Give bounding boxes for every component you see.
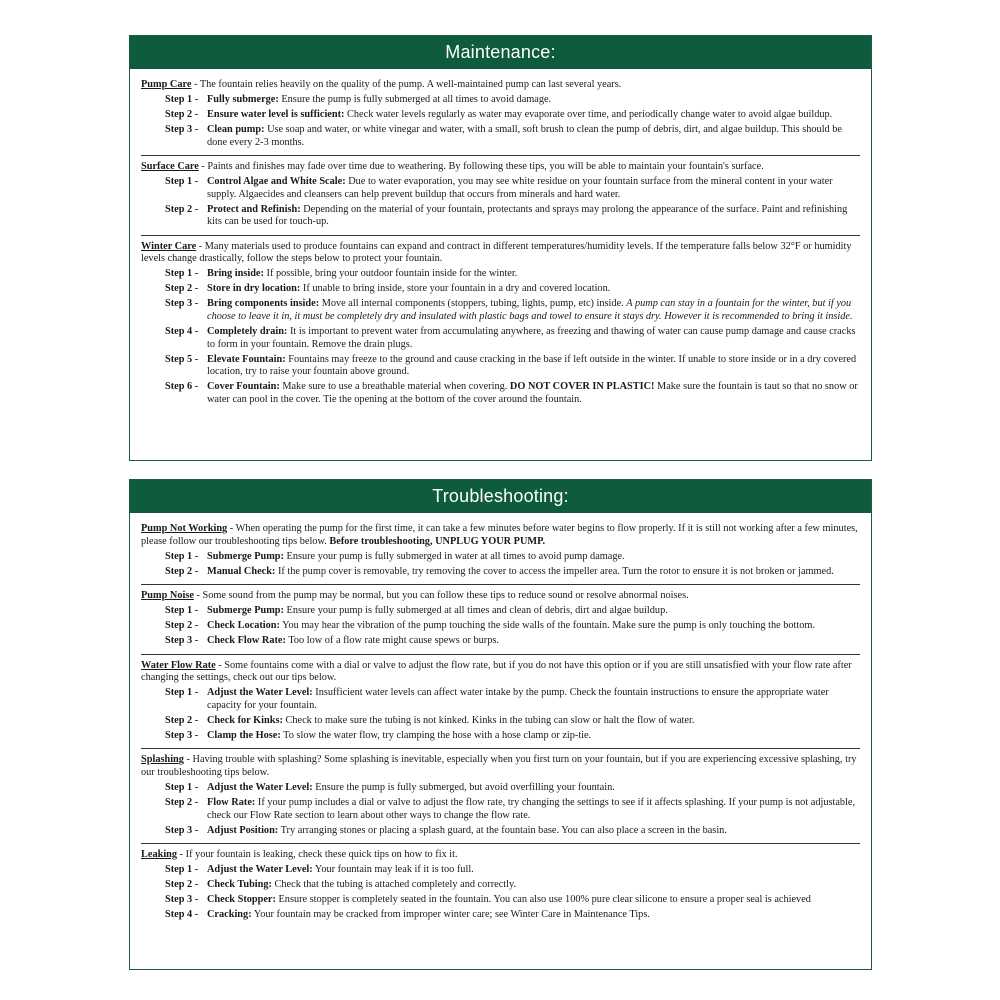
step-label: Check Location: bbox=[207, 620, 280, 632]
step-text bbox=[207, 124, 860, 149]
step-text bbox=[207, 605, 860, 618]
step-number: Step 1 - bbox=[165, 93, 199, 105]
step-text bbox=[207, 176, 860, 201]
section-title: Leaking bbox=[141, 849, 178, 861]
step-description: If your pump includes a dial or valve to adjust the flow rate, try changing the settings to see if it affects splashing. If your pump is not adjustable, check our Flow Rate section to learn about other ways to change the flow rate. bbox=[207, 797, 856, 821]
step-text bbox=[207, 551, 860, 564]
step-description: If the pump cover is removable, try removing the cover to access the impeller area. Turn the rotor to ensure it is not broken or jammed. bbox=[275, 565, 834, 577]
step-description: Your fountain may be cracked from improper winter care; see Winter Care in Maintenance Tips. bbox=[251, 909, 650, 921]
section-title: Pump Not Working bbox=[141, 523, 228, 534]
step-label: Adjust the Water Level: bbox=[207, 864, 313, 876]
step-number: Step 3 - bbox=[165, 635, 199, 647]
step-text bbox=[207, 566, 860, 579]
step-label: Adjust Position: bbox=[207, 824, 279, 836]
step-label: Bring inside: bbox=[207, 268, 264, 280]
step-description: Check water levels regularly as water may evaporate over time, and periodically change water to avoid algae buildup. bbox=[344, 108, 833, 120]
step-text bbox=[207, 864, 860, 877]
section-title: Surface Care bbox=[141, 161, 199, 173]
step-description: Ensure stopper is completely seated in the fountain. You can also use 100% pure clear silicone to ensure a proper seal is achieved bbox=[275, 894, 811, 906]
step-description: Move all internal components (stoppers, tubing, lights, pump, etc) inside. bbox=[319, 298, 627, 310]
step-item bbox=[141, 94, 860, 107]
step-item bbox=[141, 909, 860, 922]
step-text bbox=[207, 298, 860, 323]
maintenance-body bbox=[130, 69, 871, 406]
step-item bbox=[141, 268, 860, 281]
section-intro-warning: Before troubleshooting, UNPLUG YOUR PUMP. bbox=[329, 535, 546, 547]
step-text bbox=[207, 326, 860, 351]
maintenance-panel bbox=[129, 35, 872, 461]
troubleshooting-body bbox=[130, 513, 871, 922]
section-intro bbox=[141, 79, 860, 92]
step-label: Adjust the Water Level: bbox=[207, 687, 313, 699]
step-item bbox=[141, 879, 860, 892]
section-title: Winter Care bbox=[141, 240, 197, 252]
step-text bbox=[207, 635, 860, 648]
section-leaking bbox=[141, 843, 860, 922]
step-item bbox=[141, 204, 860, 229]
step-number: Step 2 - bbox=[165, 620, 199, 632]
step-number: Step 1 - bbox=[165, 687, 199, 699]
section-intro-text: - Some sound from the pump may be normal, but you can follow these tips to reduce sound or resolve abnormal noises. bbox=[193, 590, 689, 602]
section-intro-text: - Some fountains come with a dial or valve to adjust the flow rate, but if you do not have this option or if you are still unsatisfied with your flow rate after changing the settings, check out our tips below. bbox=[141, 659, 852, 684]
step-item bbox=[141, 797, 860, 822]
step-number: Step 3 - bbox=[165, 123, 199, 135]
step-text bbox=[207, 94, 860, 107]
step-label: Cover Fountain: bbox=[207, 381, 280, 393]
step-number: Step 2 - bbox=[165, 565, 199, 577]
maintenance-header: Maintenance: bbox=[130, 36, 871, 69]
step-text bbox=[207, 825, 860, 838]
step-item bbox=[141, 283, 860, 296]
step-number: Step 2 - bbox=[165, 879, 199, 891]
step-text bbox=[207, 283, 860, 296]
step-item bbox=[141, 124, 860, 149]
step-label: Cracking: bbox=[207, 909, 252, 921]
section-surface-care bbox=[141, 155, 860, 229]
step-item bbox=[141, 109, 860, 122]
step-number: Step 3 - bbox=[165, 729, 199, 741]
step-label: Adjust the Water Level: bbox=[207, 782, 313, 794]
step-warning: DO NOT COVER IN PLASTIC! bbox=[509, 381, 655, 393]
troubleshooting-panel bbox=[129, 479, 872, 970]
step-text bbox=[207, 909, 860, 922]
step-label: Ensure water level is sufficient: bbox=[207, 108, 345, 120]
section-intro bbox=[141, 590, 860, 603]
step-item bbox=[141, 635, 860, 648]
step-text bbox=[207, 730, 860, 743]
step-number: Step 2 - bbox=[165, 797, 199, 808]
step-number: Step 1 - bbox=[165, 864, 199, 876]
step-description-continued: Make sure the fountain is taut so that no snow or water can pool in the cover. Tie the opening at the bottom of the cover around the fountain. bbox=[207, 381, 858, 405]
step-description: It is important to prevent water from accumulating anywhere, as freezing and thawing of water can cause pump damage and cause cracks to form in your fountain. Remove the drain plugs. bbox=[207, 326, 856, 350]
step-label: Elevate Fountain: bbox=[207, 353, 286, 365]
step-description: Insufficient water levels can affect water intake by the pump. Check the fountain instructions to ensure the appropriate water capacity for your fountain. bbox=[207, 687, 829, 711]
section-winter-care bbox=[141, 235, 860, 406]
step-description: Fountains may freeze to the ground and cause cracking in the base if left outside in the winter. If unable to store inside or in a dry covered location, try to raise your fountain above ground. bbox=[207, 353, 857, 378]
step-description: If unable to bring inside, store your fountain in a dry and covered location. bbox=[300, 283, 611, 295]
step-description: Make sure to use a breathable material when covering. bbox=[279, 381, 510, 393]
step-text bbox=[207, 797, 860, 822]
step-item bbox=[141, 782, 860, 795]
section-title: Splashing bbox=[141, 754, 184, 766]
section-pump-not-working bbox=[141, 523, 860, 578]
step-number: Step 3 - bbox=[165, 824, 199, 836]
step-item bbox=[141, 354, 860, 379]
section-intro bbox=[141, 523, 860, 548]
section-intro bbox=[141, 754, 860, 779]
step-description: Too low of a flow rate might cause spews or burps. bbox=[285, 635, 499, 647]
step-label: Manual Check: bbox=[207, 565, 276, 577]
step-label: Control Algae and White Scale: bbox=[207, 176, 346, 188]
step-label: Bring components inside: bbox=[207, 298, 320, 310]
section-pump-care bbox=[141, 79, 860, 149]
step-number: Step 2 - bbox=[165, 203, 199, 215]
step-item bbox=[141, 605, 860, 618]
step-number: Step 4 - bbox=[165, 326, 199, 338]
step-text bbox=[207, 879, 860, 892]
step-description: You may hear the vibration of the pump touching the side walls of the fountain. Make sure the pump is only touching the bottom. bbox=[279, 620, 816, 632]
step-label: Clamp the Hose: bbox=[207, 729, 281, 741]
section-intro bbox=[141, 849, 860, 862]
step-item bbox=[141, 176, 860, 201]
section-intro bbox=[141, 241, 860, 266]
step-number: Step 3 - bbox=[165, 298, 199, 310]
step-number: Step 4 - bbox=[165, 909, 199, 921]
section-intro-text: - When operating the pump for the first time, it can take a few minutes before water begins to flow properly. If it is still not working after a few minutes, please follow our troubleshooting tips below. bbox=[141, 523, 858, 547]
step-text bbox=[207, 354, 860, 379]
section-intro-text: - If your fountain is leaking, check these quick tips on how to fix it. bbox=[177, 849, 458, 861]
step-number: Step 3 - bbox=[165, 894, 199, 906]
step-description: Check that the tubing is attached completely and correctly. bbox=[271, 879, 517, 891]
section-title: Water Flow Rate bbox=[141, 659, 216, 671]
section-title: Pump Care bbox=[141, 79, 192, 90]
step-label: Completely drain: bbox=[207, 326, 288, 338]
step-description: Ensure your pump is fully submerged at all times and clean of debris, dirt and algae buildup. bbox=[283, 605, 668, 617]
section-intro-text: - Paints and finishes may fade over time due to weathering. By following these tips, you will be able to maintain your fountain's surface. bbox=[198, 161, 764, 173]
step-text bbox=[207, 715, 860, 728]
step-text bbox=[207, 687, 860, 712]
step-item bbox=[141, 715, 860, 728]
step-label: Flow Rate: bbox=[207, 797, 256, 808]
step-label: Submerge Pump: bbox=[207, 550, 284, 562]
step-description: To slow the water flow, try clamping the hose with a hose clamp or zip-tie. bbox=[280, 729, 592, 741]
step-item bbox=[141, 894, 860, 907]
step-label: Check for Kinks: bbox=[207, 714, 283, 726]
step-description: Ensure the pump is fully submerged, but avoid overfilling your fountain. bbox=[312, 782, 615, 794]
troubleshooting-header: Troubleshooting: bbox=[130, 480, 871, 513]
step-description: Ensure your pump is fully submerged in water at all times to avoid pump damage. bbox=[283, 550, 625, 562]
step-item bbox=[141, 381, 860, 406]
step-number: Step 1 - bbox=[165, 605, 199, 617]
section-title: Pump Noise bbox=[141, 590, 194, 602]
step-description: Due to water evaporation, you may see white residue on your fountain surface from the mineral content in your water supply. Algaecides and cleansers can help prevent buildup that occurs from minerals and hard water. bbox=[207, 176, 833, 200]
step-description: Ensure the pump is fully submerged at all times to avoid damage. bbox=[278, 93, 552, 105]
step-text bbox=[207, 268, 860, 281]
step-label: Fully submerge: bbox=[207, 93, 279, 105]
step-item bbox=[141, 825, 860, 838]
step-number: Step 1 - bbox=[165, 268, 199, 280]
step-number: Step 1 - bbox=[165, 176, 199, 188]
step-number: Step 2 - bbox=[165, 283, 199, 295]
step-text bbox=[207, 109, 860, 122]
step-text bbox=[207, 381, 860, 406]
step-label: Protect and Refinish: bbox=[207, 203, 301, 215]
section-intro-text: - Many materials used to produce fountains can expand and contract in different temperatures/humidity levels. If the temperature falls below 32°F or humidity levels change drastically, follow the steps below to protect your fountain. bbox=[141, 240, 852, 265]
step-number: Step 2 - bbox=[165, 108, 199, 120]
step-label: Check Stopper: bbox=[207, 894, 276, 906]
step-label: Submerge Pump: bbox=[207, 605, 284, 617]
step-label: Clean pump: bbox=[207, 123, 265, 135]
step-label: Store in dry location: bbox=[207, 283, 301, 295]
step-text bbox=[207, 782, 860, 795]
step-description: Your fountain may leak if it is too full. bbox=[312, 864, 474, 876]
step-item bbox=[141, 566, 860, 579]
step-note: A pump can stay in a fountain for the winter, but if you choose to leave it in, it must be completely dry and insulated with plastic bags and towel to ensure it stays dry. However it is recommended to bring it inside. bbox=[207, 298, 853, 323]
step-number: Step 1 - bbox=[165, 550, 199, 562]
step-label: Check Flow Rate: bbox=[207, 635, 286, 647]
step-item bbox=[141, 864, 860, 877]
step-number: Step 2 - bbox=[165, 714, 199, 726]
step-text bbox=[207, 894, 860, 907]
section-pump-noise bbox=[141, 584, 860, 648]
step-description: Try arranging stones or placing a splash guard, at the fountain base. You can also place a screen in the basin. bbox=[278, 824, 727, 836]
step-item bbox=[141, 551, 860, 564]
section-intro bbox=[141, 660, 860, 685]
step-item bbox=[141, 298, 860, 323]
step-description: If possible, bring your outdoor fountain inside for the winter. bbox=[263, 268, 518, 280]
step-text bbox=[207, 620, 860, 633]
step-item bbox=[141, 326, 860, 351]
section-intro bbox=[141, 161, 860, 174]
step-item bbox=[141, 687, 860, 712]
step-description: Use soap and water, or white vinegar and water, with a small, soft brush to clean the pump of debris, dirt, and algae buildup. This should be done every 2-3 months. bbox=[207, 123, 842, 148]
step-item bbox=[141, 730, 860, 743]
step-item bbox=[141, 620, 860, 633]
section-intro-text: - Having trouble with splashing? Some splashing is inevitable, especially when you first turn on your fountain, but if you are experiencing excessive splashing, try our troubleshooting tips below. bbox=[141, 754, 857, 779]
section-intro-text: - The fountain relies heavily on the quality of the pump. A well-maintained pump can last several years. bbox=[191, 79, 622, 90]
step-text bbox=[207, 204, 860, 229]
section-water-flow-rate bbox=[141, 654, 860, 743]
section-splashing bbox=[141, 748, 860, 837]
step-number: Step 5 - bbox=[165, 353, 199, 365]
step-number: Step 1 - bbox=[165, 782, 199, 794]
step-description: Depending on the material of your fountain, protectants and sprays may prolong the appearance of the surface. Paint and refinishing kits can be used for touch-up. bbox=[207, 203, 848, 228]
step-label: Check Tubing: bbox=[207, 879, 272, 891]
step-number: Step 6 - bbox=[165, 381, 199, 393]
step-description: Check to make sure the tubing is not kinked. Kinks in the tubing can slow or halt the flow of water. bbox=[282, 714, 695, 726]
